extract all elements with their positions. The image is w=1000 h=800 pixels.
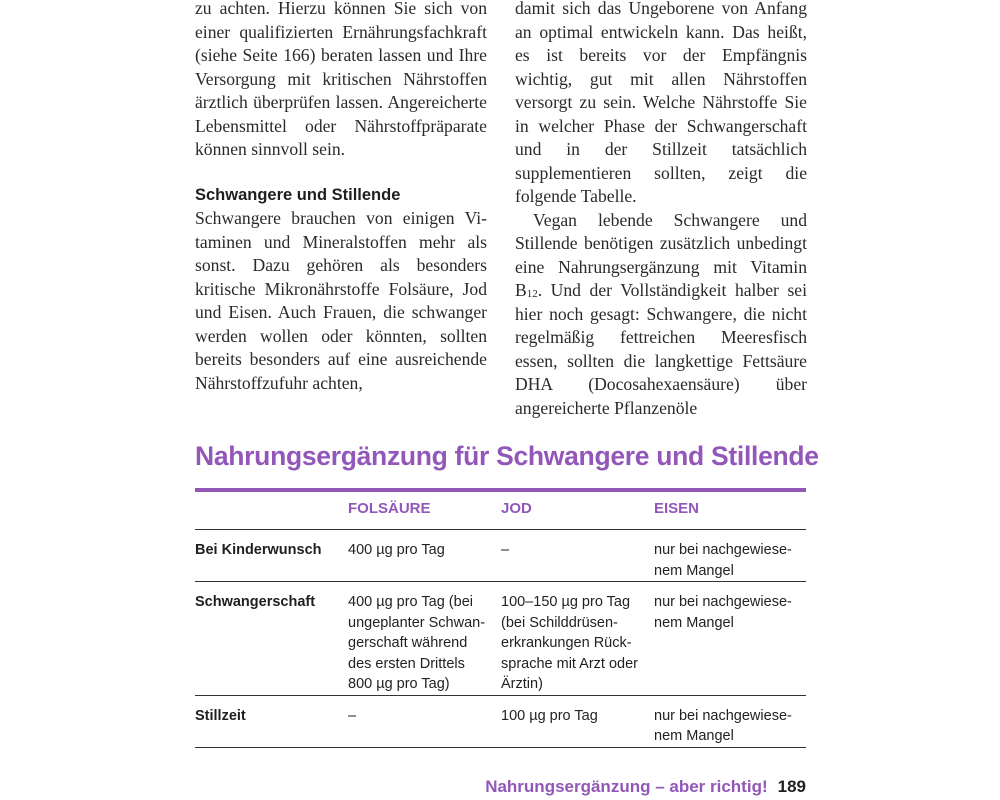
cell-eisen — [654, 530, 806, 582]
cell-line: des ersten Drittels — [348, 655, 465, 672]
cell-eisen — [654, 695, 806, 747]
right-text-column — [515, 0, 807, 420]
cell-line: sprache mit Arzt oder — [501, 655, 638, 672]
text-segment: Vegan lebende Schwangere und Stillende benötigen zusätzlich unbedingt eine Nahrungsergänzung mit Vitamin B — [515, 209, 807, 300]
cell-line: – — [501, 542, 510, 558]
cell-line: nem Mangel — [654, 728, 734, 744]
footer-chapter-title: Nahrungsergänzung – aber richtig! — [485, 777, 768, 796]
table-title: Nahrungsergänzung für Schwangere und Stillende — [195, 441, 819, 471]
page-number: 189 — [777, 777, 806, 796]
cell-line: (bei Schilddrüsen- — [501, 614, 618, 631]
cell-jod — [501, 695, 654, 747]
cell-folsaeure — [348, 582, 501, 696]
text-segment: . Und der Vollständigkeit halber sei hier noch gesagt: Schwangere, die nicht regelmäßig fettreichen Meeresfisch essen, sollten die langkettige Fettsäure DHA (Docosahexaensäure) über angereicherte Pflanzenöle — [515, 280, 807, 418]
page-footer — [485, 777, 806, 797]
cell-jod — [501, 582, 654, 696]
table-row — [195, 582, 806, 696]
cell-line: 400 µg pro Tag (bei — [348, 594, 473, 610]
cell-line: – — [348, 707, 357, 724]
body-paragraph: damit sich das Ungeborene von Anfang an optimal entwickeln kann. Das heißt, es ist bereits vor der Empfängnis wichtig, gut mit allen Nährstoffen versorgt zu sein. Welche Nährstoffe Sie in welcher Phase der Schwangerschaft und in der Stillzeit tatsächlich supplementieren sollten, zeigt die folgende Tabelle. — [515, 0, 807, 206]
title-rule — [195, 488, 806, 492]
cell-line: nem Mangel — [654, 562, 734, 579]
cell-line: nem Mangel — [654, 614, 734, 631]
cell-line: ungeplanter Schwan- — [348, 614, 486, 631]
cell-eisen — [654, 582, 806, 696]
body-paragraph: zu achten. Hierzu können Sie sich von einer qualifizierten Ernährungsfachkraft (siehe Seite 166) beraten lassen und Ihre Versorgung mit kritischen Nährstoffen ärztlich überprüfen lassen. Angereicherte Lebensmittel oder Nährstoffpräparate können sinnvoll sein. — [195, 0, 487, 159]
supplement-table — [195, 495, 806, 748]
vitamin-subscript: 12 — [526, 288, 538, 300]
row-label-schwangerschaft: Schwangerschaft — [195, 582, 348, 696]
section-heading: Schwangere und Stillende — [195, 185, 401, 204]
cell-line: nur bei nachgewiese- — [654, 707, 792, 724]
left-text-column — [195, 0, 487, 395]
cell-folsaeure — [348, 695, 501, 747]
table-row — [195, 695, 806, 747]
cell-line: erkrankungen Rück- — [501, 635, 632, 651]
row-label-stillzeit: Stillzeit — [195, 695, 348, 747]
header-eisen: EISEN — [654, 495, 806, 530]
cell-line: 400 µg pro Tag — [348, 542, 445, 558]
row-label-kinderwunsch: Bei Kinderwunsch — [195, 530, 348, 582]
table-row — [195, 530, 806, 582]
cell-jod — [501, 530, 654, 582]
cell-line: 100–150 µg pro Tag — [501, 594, 631, 610]
body-paragraph — [515, 209, 807, 421]
header-empty — [195, 495, 348, 530]
body-paragraph: Schwangere brauchen von einigen Vitaminen und Mineralstoffen mehr als sonst. Dazu gehören als besonders kritische Mikronährstoffe Folsäure, Jod und Eisen. Auch Frauen, die schwanger werden wollen oder könnten, sollten bereits besonders auf eine ausreichende Nährstoffzufuhr achten, — [195, 208, 487, 393]
table-header-row — [195, 495, 806, 530]
cell-line: Ärztin) — [501, 676, 543, 692]
cell-line: 800 µg pro Tag) — [348, 676, 450, 692]
cell-line: nur bei nachgewiese- — [654, 594, 792, 610]
header-folsaeure: FOLSÄURE — [348, 495, 501, 530]
cell-line: 100 µg pro Tag — [501, 707, 598, 724]
header-jod: JOD — [501, 495, 654, 530]
cell-line: nur bei nachgewiese- — [654, 542, 792, 558]
cell-folsaeure — [348, 530, 501, 582]
cell-line: gerschaft während — [348, 635, 468, 651]
